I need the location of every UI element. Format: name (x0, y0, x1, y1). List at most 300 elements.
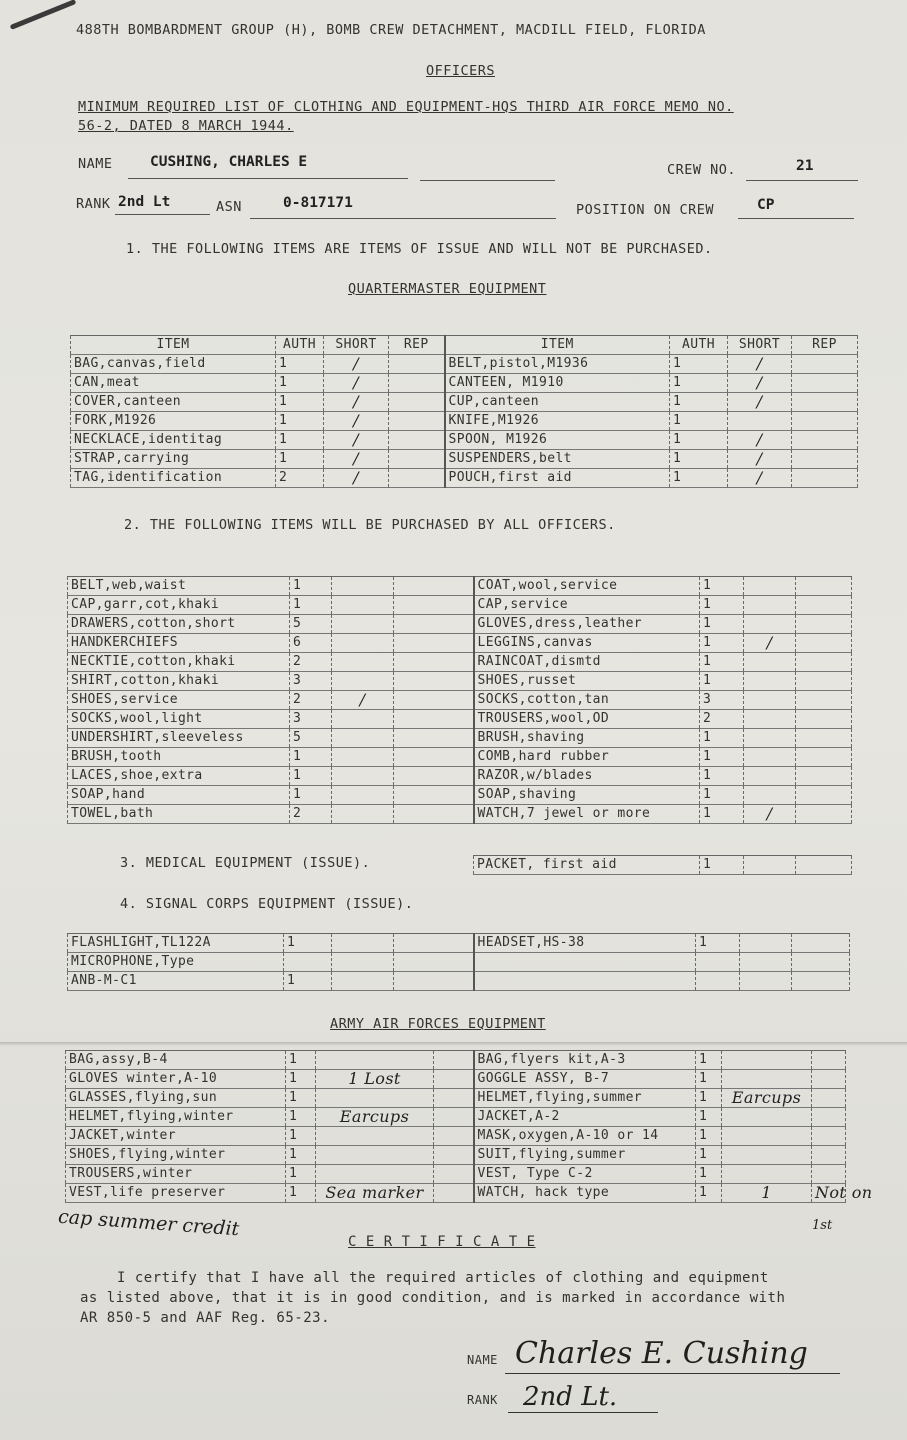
table-cell (434, 1051, 474, 1070)
rank-line (115, 214, 210, 215)
table-cell (394, 729, 474, 748)
signal-table (67, 933, 850, 991)
table-cell: SHIRT,cotton,khaki (68, 672, 290, 691)
table-cell: POUCH,first aid (445, 469, 670, 488)
table-cell (394, 615, 474, 634)
table-row (68, 934, 850, 953)
name-line (128, 178, 408, 179)
table-cell: 1 (696, 1070, 722, 1089)
signature-name: Charles E. Cushing (515, 1336, 808, 1371)
table-cell (434, 1089, 474, 1108)
table-cell (812, 1051, 846, 1070)
table-cell (796, 577, 852, 596)
handwritten-note-right: 1st (812, 1218, 833, 1233)
table-cell (394, 805, 474, 824)
table-cell (394, 672, 474, 691)
purchase-table (67, 576, 852, 824)
table-cell (394, 767, 474, 786)
table-cell (796, 767, 852, 786)
table-row (68, 786, 852, 805)
table-cell (394, 748, 474, 767)
table-cell: 1 (700, 729, 744, 748)
quartermaster-table (70, 335, 858, 488)
table-cell: 1 (290, 596, 332, 615)
table-cell: 1 (276, 450, 324, 469)
table-cell: / (744, 805, 796, 824)
list-line-2: 56-2, DATED 8 MARCH 1944. (78, 118, 294, 134)
table-cell: BRUSH,tooth (68, 748, 290, 767)
table-row (71, 412, 858, 431)
table-cell: 1 (290, 748, 332, 767)
table-cell: SOAP,shaving (474, 786, 700, 805)
aaf-table (65, 1050, 873, 1203)
table-cell (394, 691, 474, 710)
table-cell (394, 577, 474, 596)
table-cell: 1 (286, 1146, 316, 1165)
table-cell (389, 469, 445, 488)
table-cell: 1 (696, 1089, 722, 1108)
table-cell: / (728, 393, 792, 412)
table-cell: JACKET,A-2 (474, 1108, 696, 1127)
table-cell: CAP,service (474, 596, 700, 615)
table-cell: 2 (290, 653, 332, 672)
name-value: CUSHING, CHARLES E (150, 154, 308, 170)
table-cell (722, 1051, 812, 1070)
table-row (68, 805, 852, 824)
table-cell: 1 (276, 431, 324, 450)
column-header: SHORT (728, 336, 792, 355)
table-row (66, 1146, 846, 1165)
table-cell: 1 (700, 653, 744, 672)
table-cell: 1 (670, 355, 728, 374)
position-line (738, 218, 854, 219)
table-cell: 2 (290, 805, 332, 824)
table-cell: 1 (700, 805, 744, 824)
table-cell: SUIT,flying,summer (474, 1146, 696, 1165)
rank-label: RANK (76, 196, 111, 212)
table-row (68, 748, 852, 767)
table-cell: 1 (696, 1146, 722, 1165)
table-cell: GLOVES winter,A-10 (66, 1070, 286, 1089)
table-cell (332, 596, 394, 615)
table-cell (394, 953, 474, 972)
table-cell (796, 596, 852, 615)
section1-heading: 1. THE FOLLOWING ITEMS ARE ITEMS OF ISSUE AND WILL NOT BE PURCHASED. (126, 241, 713, 257)
certificate-title: C E R T I F I C A T E (348, 1234, 536, 1250)
table-cell: 1 (290, 786, 332, 805)
table-cell: FORK,M1926 (71, 412, 276, 431)
column-header: REP (792, 336, 858, 355)
table-cell: / (324, 355, 389, 374)
table-cell (332, 672, 394, 691)
table-cell: 1 (700, 577, 744, 596)
table-cell (394, 634, 474, 653)
table-cell (394, 710, 474, 729)
table-cell: 1 (696, 1051, 722, 1070)
table-cell (316, 1051, 434, 1070)
certificate-line-2: as listed above, that it is in good condition, and is marked in accordance with (80, 1290, 786, 1306)
certificate-line-3: AR 850-5 and AAF Reg. 65-23. (80, 1310, 331, 1326)
table-cell: CAP,garr,cot,khaki (68, 596, 290, 615)
table-cell: / (324, 469, 389, 488)
table-cell: KNIFE,M1926 (445, 412, 670, 431)
table-cell: 1 (670, 469, 728, 488)
table-cell (812, 1070, 846, 1089)
table-cell: STRAP,carrying (71, 450, 276, 469)
rank-value: 2nd Lt (118, 194, 171, 210)
table-cell: 1 (670, 431, 728, 450)
table-cell: 1 Lost (316, 1070, 434, 1089)
table-cell (792, 934, 850, 953)
table-cell (332, 786, 394, 805)
table-header-row (71, 336, 858, 355)
table-row (68, 691, 852, 710)
table-cell: / (728, 355, 792, 374)
table-cell: 5 (290, 615, 332, 634)
table-cell (332, 729, 394, 748)
table-cell: Sea marker (316, 1184, 434, 1203)
table-cell (722, 1146, 812, 1165)
table-cell (332, 934, 394, 953)
medical-auth: 1 (700, 856, 744, 875)
table-cell: BAG,flyers kit,A-3 (474, 1051, 696, 1070)
table-cell (332, 634, 394, 653)
table-row (66, 1108, 846, 1127)
table-cell: WATCH, hack type (474, 1184, 696, 1203)
table-cell: / (324, 412, 389, 431)
table-cell (434, 1127, 474, 1146)
table-cell (744, 691, 796, 710)
table-cell: 3 (290, 672, 332, 691)
table-row (68, 672, 852, 691)
table-row (68, 634, 852, 653)
table-cell: 1 (286, 1089, 316, 1108)
table-cell (394, 934, 474, 953)
table-cell: BRUSH,shaving (474, 729, 700, 748)
table-cell (389, 374, 445, 393)
column-header: ITEM (445, 336, 670, 355)
table-cell: TROUSERS,wool,OD (474, 710, 700, 729)
table-cell: 1 (286, 1070, 316, 1089)
table-cell: 1 (286, 1108, 316, 1127)
asn-label: ASN (216, 199, 242, 215)
table-cell: SPOON, M1926 (445, 431, 670, 450)
table-cell: 1 (696, 934, 740, 953)
table-cell: LACES,shoe,extra (68, 767, 290, 786)
table-cell (792, 412, 858, 431)
section-title: OFFICERS (426, 63, 496, 79)
table-cell: COVER,canteen (71, 393, 276, 412)
medical-table (473, 855, 852, 875)
table-cell: CUP,canteen (445, 393, 670, 412)
table-cell: JACKET,winter (66, 1127, 286, 1146)
table-cell (812, 1165, 846, 1184)
list-line-1: MINIMUM REQUIRED LIST OF CLOTHING AND EQUIPMENT-HQS THIRD AIR FORCE MEMO NO. (78, 99, 734, 115)
certificate-line-1: I certify that I have all the required articles of clothing and equipment (117, 1270, 769, 1286)
table-cell (434, 1070, 474, 1089)
table-row (66, 1051, 846, 1070)
medical-row (474, 856, 852, 875)
table-row (68, 972, 850, 991)
table-cell: RAZOR,w/blades (474, 767, 700, 786)
table-cell (812, 1089, 846, 1108)
table-cell (796, 805, 852, 824)
table-cell (796, 710, 852, 729)
table-cell: CANTEEN, M1910 (445, 374, 670, 393)
table-cell (316, 1146, 434, 1165)
table-cell (332, 972, 394, 991)
table-cell (796, 634, 852, 653)
table-cell: / (728, 450, 792, 469)
table-cell (389, 355, 445, 374)
table-cell: / (324, 431, 389, 450)
table-cell (722, 1108, 812, 1127)
table-cell (434, 1165, 474, 1184)
table-cell: 1 (700, 786, 744, 805)
staple-mark (10, 0, 77, 30)
table-cell (792, 953, 850, 972)
crew-label: CREW NO. (667, 162, 737, 178)
column-header: REP (389, 336, 445, 355)
table-cell (796, 729, 852, 748)
name-line-2 (420, 180, 555, 181)
table-row (71, 355, 858, 374)
table-cell (744, 767, 796, 786)
table-cell: SOCKS,wool,light (68, 710, 290, 729)
table-cell: 1 (286, 1051, 316, 1070)
table-row (71, 393, 858, 412)
table-cell (792, 450, 858, 469)
table-cell: / (728, 374, 792, 393)
table-row (68, 729, 852, 748)
table-cell (696, 972, 740, 991)
position-value: CP (757, 197, 775, 213)
table-cell: 1 (722, 1184, 812, 1203)
table-cell (722, 1127, 812, 1146)
position-label: POSITION ON CREW (576, 202, 715, 218)
signature-rank-line (508, 1412, 658, 1413)
table-row (71, 431, 858, 450)
table-cell (389, 393, 445, 412)
table-row (68, 596, 852, 615)
table-cell (332, 653, 394, 672)
table-cell: Earcups (722, 1089, 812, 1108)
table-cell (394, 653, 474, 672)
table-cell: 1 (276, 355, 324, 374)
table-cell: 1 (290, 577, 332, 596)
signature-name-label: NAME (467, 1353, 498, 1367)
table-cell: MASK,oxygen,A-10 or 14 (474, 1127, 696, 1146)
table-cell: HANDKERCHIEFS (68, 634, 290, 653)
table-cell (722, 1165, 812, 1184)
table-cell: SUSPENDERS,belt (445, 450, 670, 469)
table-cell (316, 1127, 434, 1146)
table-row (71, 374, 858, 393)
table-cell (332, 710, 394, 729)
table-cell: MICROPHONE,Type (68, 953, 284, 972)
table-cell: / (744, 634, 796, 653)
table-cell (792, 355, 858, 374)
table-cell: NECKTIE,cotton,khaki (68, 653, 290, 672)
table-cell: 3 (290, 710, 332, 729)
table-cell (744, 653, 796, 672)
table-cell: HEADSET,HS-38 (474, 934, 696, 953)
table-row (68, 767, 852, 786)
table-cell (740, 972, 792, 991)
table-cell: 1 (700, 615, 744, 634)
table-cell: SOCKS,cotton,tan (474, 691, 700, 710)
asn-line (250, 218, 556, 219)
table-cell: / (728, 469, 792, 488)
table-cell: GLASSES,flying,sun (66, 1089, 286, 1108)
table-cell: COMB,hard rubber (474, 748, 700, 767)
table-cell (740, 934, 792, 953)
table-cell: / (332, 691, 394, 710)
table-cell (434, 1184, 474, 1203)
table-cell: 1 (700, 672, 744, 691)
table-cell (812, 1127, 846, 1146)
table-cell: 1 (700, 767, 744, 786)
table-cell: UNDERSHIRT,sleeveless (68, 729, 290, 748)
table-cell: 1 (696, 1127, 722, 1146)
table-cell: Not on (812, 1184, 846, 1203)
table-cell: 1 (670, 374, 728, 393)
table-cell: TOWEL,bath (68, 805, 290, 824)
table-cell: 6 (290, 634, 332, 653)
table-cell: BELT,web,waist (68, 577, 290, 596)
table-cell (744, 710, 796, 729)
signature-name-line (505, 1373, 840, 1374)
table-cell (792, 393, 858, 412)
section2-heading: 2. THE FOLLOWING ITEMS WILL BE PURCHASED BY ALL OFFICERS. (124, 517, 616, 533)
table-cell (792, 972, 850, 991)
name-label: NAME (78, 156, 113, 172)
table-row (68, 653, 852, 672)
table-cell (332, 748, 394, 767)
table-cell (394, 596, 474, 615)
table-row (66, 1184, 846, 1203)
column-header: SHORT (324, 336, 389, 355)
table-cell: HELMET,flying,winter (66, 1108, 286, 1127)
table-cell (796, 653, 852, 672)
table-cell: VEST, Type C-2 (474, 1165, 696, 1184)
table-cell: HELMET,flying,summer (474, 1089, 696, 1108)
medical-item: PACKET, first aid (474, 856, 700, 875)
table-cell: 1 (670, 450, 728, 469)
table-cell (812, 1146, 846, 1165)
table-cell (316, 1165, 434, 1184)
table-cell: 2 (290, 691, 332, 710)
table-cell (796, 691, 852, 710)
table-cell: DRAWERS,cotton,short (68, 615, 290, 634)
table-cell: 1 (670, 412, 728, 431)
table-row (71, 450, 858, 469)
table-cell: 1 (700, 596, 744, 615)
table-cell (389, 431, 445, 450)
table-cell (792, 374, 858, 393)
table-cell: 1 (276, 412, 324, 431)
aaf-heading: ARMY AIR FORCES EQUIPMENT (330, 1016, 546, 1032)
section1-subheading: QUARTERMASTER EQUIPMENT (348, 281, 547, 297)
table-cell: RAINCOAT,dismtd (474, 653, 700, 672)
table-cell: SHOES,flying,winter (66, 1146, 286, 1165)
table-cell (792, 469, 858, 488)
column-header: AUTH (276, 336, 324, 355)
table-cell (696, 953, 740, 972)
table-cell (744, 729, 796, 748)
table-cell: 1 (286, 1127, 316, 1146)
table-cell (332, 767, 394, 786)
table-cell (744, 615, 796, 634)
table-cell: ANB-M-C1 (68, 972, 284, 991)
table-cell (474, 953, 696, 972)
table-cell: COAT,wool,service (474, 577, 700, 596)
table-cell (389, 412, 445, 431)
table-cell: / (324, 374, 389, 393)
table-cell: Earcups (316, 1108, 434, 1127)
table-row (66, 1089, 846, 1108)
table-cell (284, 953, 332, 972)
fold-crease (0, 1042, 907, 1046)
table-cell (332, 953, 394, 972)
table-cell: SHOES,russet (474, 672, 700, 691)
table-cell: TROUSERS,winter (66, 1165, 286, 1184)
signature-rank: 2nd Lt. (523, 1382, 618, 1412)
table-cell: BAG,assy,B-4 (66, 1051, 286, 1070)
column-header: AUTH (670, 336, 728, 355)
table-cell: 1 (696, 1184, 722, 1203)
table-cell: 5 (290, 729, 332, 748)
table-cell (812, 1108, 846, 1127)
asn-value: 0-817171 (283, 195, 353, 211)
table-cell (728, 412, 792, 431)
table-cell: VEST,life preserver (66, 1184, 286, 1203)
table-cell: BELT,pistol,M1936 (445, 355, 670, 374)
table-cell (796, 786, 852, 805)
table-cell (332, 577, 394, 596)
table-cell: 2 (700, 710, 744, 729)
table-row (68, 615, 852, 634)
table-cell (740, 953, 792, 972)
table-cell: GOGGLE ASSY, B-7 (474, 1070, 696, 1089)
table-cell (434, 1108, 474, 1127)
table-cell (744, 596, 796, 615)
crew-value: 21 (796, 158, 814, 174)
section4-heading: 4. SIGNAL CORPS EQUIPMENT (ISSUE). (120, 896, 414, 912)
table-cell: 1 (284, 934, 332, 953)
table-row (66, 1127, 846, 1146)
signature-rank-label: RANK (467, 1393, 498, 1407)
table-cell: 1 (286, 1165, 316, 1184)
table-cell: GLOVES,dress,leather (474, 615, 700, 634)
table-cell: 1 (284, 972, 332, 991)
table-cell: / (324, 450, 389, 469)
table-cell: TAG,identification (71, 469, 276, 488)
table-cell: BAG,canvas,field (71, 355, 276, 374)
table-cell: 1 (290, 767, 332, 786)
table-cell: SHOES,service (68, 691, 290, 710)
table-cell: LEGGINS,canvas (474, 634, 700, 653)
table-cell: NECKLACE,identitag (71, 431, 276, 450)
table-cell: 1 (700, 748, 744, 767)
table-cell (332, 805, 394, 824)
table-cell (744, 786, 796, 805)
table-cell (722, 1070, 812, 1089)
table-cell (796, 748, 852, 767)
table-row (66, 1070, 846, 1089)
table-cell: 1 (286, 1184, 316, 1203)
table-cell: 1 (696, 1165, 722, 1184)
